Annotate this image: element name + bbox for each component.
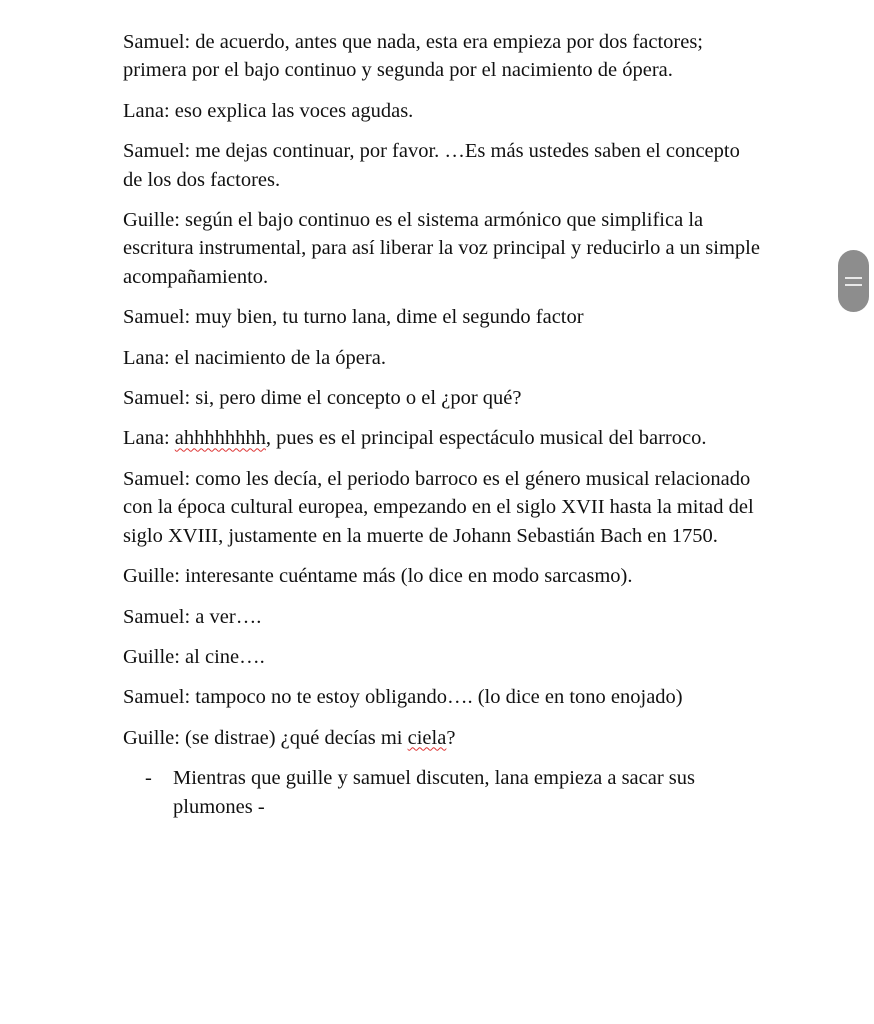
misspelled-word[interactable]: ciela <box>407 726 447 749</box>
dialogue-line-12: Samuel: tampoco no te estoy obligando…. (lo dice en tono enojado) <box>123 686 683 709</box>
dialogue-line-2: Samuel: me dejas continuar, por favor. …Es más ustedes saben el concepto de los dos factores. <box>123 140 740 191</box>
drag-handle-icon[interactable] <box>838 250 869 312</box>
dialogue-line-7 <box>123 424 763 452</box>
handle-line <box>845 277 862 279</box>
dialogue-line-6: Samuel: si, pero dime el concepto o el ¿por qué? <box>123 387 522 410</box>
stage-direction-text: Mientras que guille y samuel discuten, lana empieza a sacar sus plumones - <box>173 767 695 818</box>
misspelled-word[interactable]: ahhhhhhhh <box>174 427 266 450</box>
dialogue-line-5: Lana: el nacimiento de la ópera. <box>123 346 386 369</box>
dialogue-line-9: Guille: interesante cuéntame más (lo dice en modo sarcasmo). <box>123 565 633 588</box>
line-text: Guille: (se distrae) ¿qué decías mi <box>123 726 408 749</box>
dialogue-line-13 <box>123 724 763 752</box>
dialogue-line-1: Lana: eso explica las voces agudas. <box>123 99 414 122</box>
dialogue-line-8: Samuel: como les decía, el periodo barroco es el género musical relacionado con la época cultural europea, empezando en el siglo XVII hasta la mitad del siglo XVIII, justamente en la muerte de Johann Sebastián Bach en 1750. <box>123 467 754 547</box>
dialogue-line-10: Samuel: a ver…. <box>123 605 262 628</box>
stage-direction <box>145 764 763 821</box>
bullet-dash: - <box>145 767 152 790</box>
line-text: ? <box>446 726 456 749</box>
line-text: Lana: <box>123 427 175 450</box>
line-text: , pues es el principal espectáculo musical del barroco. <box>265 427 707 450</box>
handle-line <box>845 284 862 286</box>
document-body <box>123 28 763 821</box>
dialogue-line-11: Guille: al cine…. <box>123 645 265 668</box>
dialogue-line-4: Samuel: muy bien, tu turno lana, dime el segundo factor <box>123 306 584 329</box>
dialogue-line-0: Samuel: de acuerdo, antes que nada, esta era empieza por dos factores; primera por el bajo continuo y segunda por el nacimiento de ópera. <box>123 31 704 82</box>
dialogue-line-3: Guille: según el bajo continuo es el sistema armónico que simplifica la escritura instrumental, para así liberar la voz principal y reducirlo a un simple acompañamiento. <box>123 209 760 288</box>
